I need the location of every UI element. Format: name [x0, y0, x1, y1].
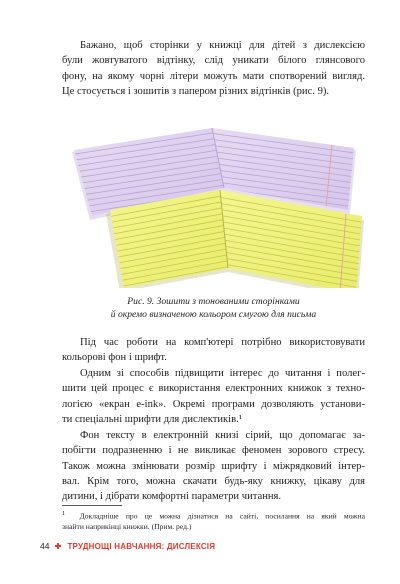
text-line: дитини, і дібрати комфортні параметри читання. — [62, 491, 282, 503]
text-line: побігти подразненню і не викликає феномен зорового стресу. — [62, 445, 365, 457]
text-line: Бажано, щоб сторінки у книжці для дітей з дислексією — [80, 40, 365, 51]
caption-line: Рис. 9. Зошити з тонованими сторінками — [127, 296, 300, 307]
figure-caption — [62, 295, 365, 321]
text-line: шити цей процес є використання електронних книжок з техно- — [62, 383, 365, 395]
text-line: Фон тексту в електронній книзі сірий, що допомагає за- — [80, 430, 365, 441]
footnote-divider — [62, 505, 122, 506]
footnote-marker: 1 — [62, 510, 66, 517]
text-line: фону, на якому чорні літери можуть мати спотворений вигляд. — [62, 70, 365, 82]
text-line: кольорові фон і шрифт. — [62, 352, 167, 364]
text-line: Це стосується і зошитів з папером різних відтінків (рис. 9). — [62, 85, 330, 97]
caption-line: й окремо визначеною кольором смугою для письма — [110, 309, 317, 320]
text-line: були жовтуватого відтінку, слід уникати білого глянсового — [62, 55, 365, 67]
paragraph-4 — [62, 428, 365, 504]
page-footer — [40, 540, 215, 552]
text-line: Також можна змінювати розмір шрифту і міжрядковий інтер- — [62, 460, 365, 472]
text-line: логією «екран e-ink». Окремі програми дозволяють установи- — [62, 398, 365, 410]
footnote-text: Докладніше про це можна дізнатися на сайті, посилання на який можна — [79, 511, 365, 521]
plus-icon — [55, 543, 61, 549]
notebooks-photo — [62, 118, 365, 288]
footnote-line: знайти наприкінці книжки. (Прим. ред.) — [62, 521, 192, 531]
page-number: 44 — [40, 541, 50, 551]
footnote-line — [62, 509, 365, 522]
text-line: Одним зі способів підвищити інтерес до читання і полег- — [80, 368, 365, 379]
paragraph-3 — [62, 366, 365, 427]
footnote — [62, 509, 365, 532]
paragraph-1 — [62, 38, 365, 99]
running-title: ТРУДНОЩІ НАВЧАННЯ: ДИСЛЕКСІЯ — [67, 541, 216, 551]
text-line: вал. Крім того, можна скачати будь-яку книжку, цікаву для — [62, 475, 365, 487]
text-line: ти спеціальні шрифти для дислектиків.¹ — [62, 413, 242, 425]
paragraph-2 — [62, 335, 365, 366]
text-line: Під час роботи на комп'ютері потрібно використовувати — [80, 337, 365, 348]
